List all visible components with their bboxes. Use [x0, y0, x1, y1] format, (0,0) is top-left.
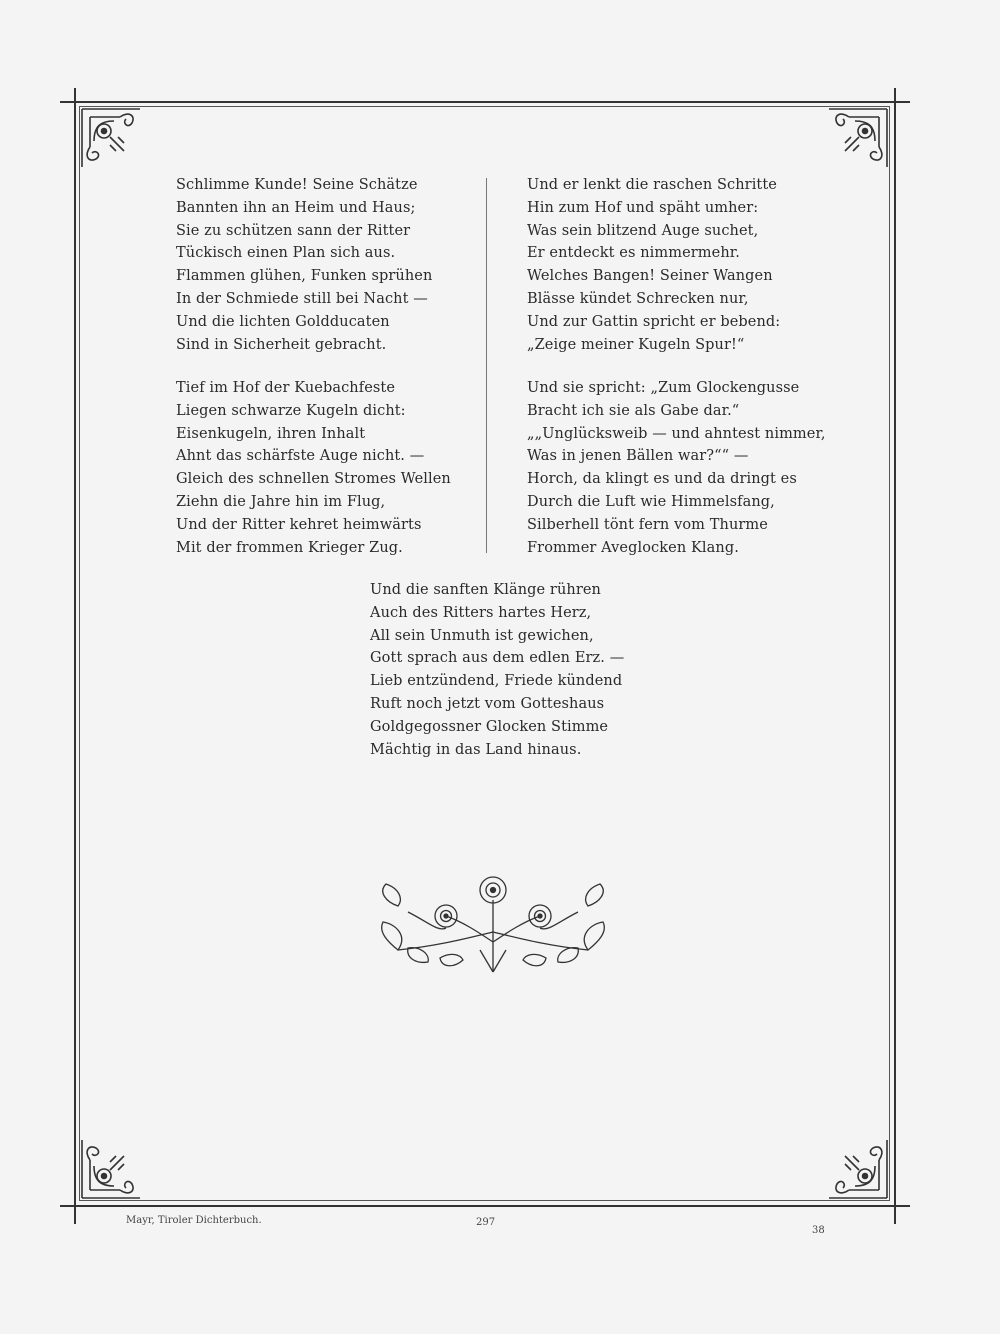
- verse-line: Welches Bangen! Seiner Wangen: [527, 268, 773, 285]
- verse-line: Durch die Luft wie Himmelsfang,: [527, 493, 775, 510]
- verse-line: Und die sanften Klänge rühren: [370, 582, 601, 598]
- verse-line: Ruft noch jetzt vom Gotteshaus: [370, 695, 605, 712]
- verse-line: Tückisch einen Plan sich aus.: [176, 245, 396, 262]
- verse-line: Gleich des schnellen Stromes Wellen: [176, 471, 451, 488]
- frame-rule-bottom: [60, 1205, 910, 1207]
- verse-line: Sind in Sicherheit gebracht.: [176, 336, 387, 353]
- stanza-left-bottom: [176, 377, 451, 559]
- footer-sheet-number: 38: [812, 1225, 825, 1236]
- column-divider: [486, 178, 487, 553]
- verse-line: Und zur Gattin spricht er bebend:: [527, 313, 781, 330]
- verse-line: Ziehn die Jahre hin im Flug,: [176, 493, 386, 510]
- verse-line: Was sein blitzend Auge suchet,: [527, 222, 759, 239]
- verse-line: „Zeige meiner Kugeln Spur!“: [527, 336, 745, 353]
- verse-line: „„Unglücksweib — und ahntest nimmer,: [527, 425, 826, 442]
- verse-line: Ahnt das schärfste Auge nicht. —: [176, 448, 425, 465]
- verse-line: Frommer Aveglocken Klang.: [527, 539, 739, 556]
- verse-line: Und er lenkt die raschen Schritte: [527, 177, 777, 193]
- verse-line: Er entdeckt es nimmermehr.: [527, 245, 740, 262]
- verse-line: Lieb entzündend, Friede kündend: [370, 673, 623, 690]
- frame-rule-top: [60, 101, 910, 103]
- corner-ornament-top-right-icon: [819, 107, 889, 177]
- verse-line: Bracht ich sie als Gabe dar.“: [527, 402, 740, 419]
- verse-line: In der Schmiede still bei Nacht —: [176, 290, 428, 307]
- floral-ornament-icon: [368, 872, 618, 982]
- verse-line: Sie zu schützen sann der Ritter: [176, 222, 411, 239]
- verse-line: Blässe kündet Schrecken nur,: [527, 290, 749, 307]
- stanza-right-bottom: [527, 377, 826, 559]
- verse-line: Mit der frommen Krieger Zug.: [176, 539, 403, 556]
- verse-line: Und der Ritter kehret heimwärts: [176, 516, 422, 533]
- verse-line: Bannten ihn an Heim und Haus;: [176, 199, 416, 216]
- verse-line: Und die lichten Goldducaten: [176, 313, 390, 330]
- verse-line: All sein Unmuth ist gewichen,: [370, 627, 594, 644]
- verse-line: Horch, da klingt es und da dringt es: [527, 471, 797, 488]
- verse-line: Auch des Ritters hartes Herz,: [370, 604, 592, 621]
- frame-rule-right: [894, 88, 896, 1224]
- verse-line: Hin zum Hof und späht umher:: [527, 199, 759, 216]
- stanza-right-top: [527, 174, 780, 356]
- footer-page-number: 297: [476, 1217, 496, 1228]
- stanza-left-top: [176, 174, 432, 356]
- verse-line: Flammen glühen, Funken sprühen: [176, 268, 433, 285]
- verse-line: Gott sprach aus dem edlen Erz. —: [370, 650, 625, 667]
- verse-line: Mächtig in das Land hinaus.: [370, 741, 582, 758]
- corner-ornament-bottom-left-icon: [80, 1130, 150, 1200]
- verse-line: Und sie spricht: „Zum Glockengusse: [527, 380, 800, 396]
- corner-ornament-top-left-icon: [80, 107, 150, 177]
- verse-line: Eisenkugeln, ihren Inhalt: [176, 425, 366, 442]
- verse-line: Liegen schwarze Kugeln dicht:: [176, 402, 406, 419]
- verse-line: Goldgegossner Glocken Stimme: [370, 718, 609, 735]
- stanza-center: [370, 579, 624, 761]
- verse-line: Tief im Hof der Kuebachfeste: [176, 380, 396, 396]
- footer-source: Mayr, Tiroler Dichterbuch.: [126, 1215, 262, 1226]
- verse-line: Schlimme Kunde! Seine Schätze: [176, 177, 418, 193]
- corner-ornament-bottom-right-icon: [819, 1130, 889, 1200]
- verse-line: Was in jenen Bällen war?““ —: [527, 448, 749, 465]
- verse-line: Silberhell tönt fern vom Thurme: [527, 516, 768, 533]
- frame-rule-left: [74, 88, 76, 1224]
